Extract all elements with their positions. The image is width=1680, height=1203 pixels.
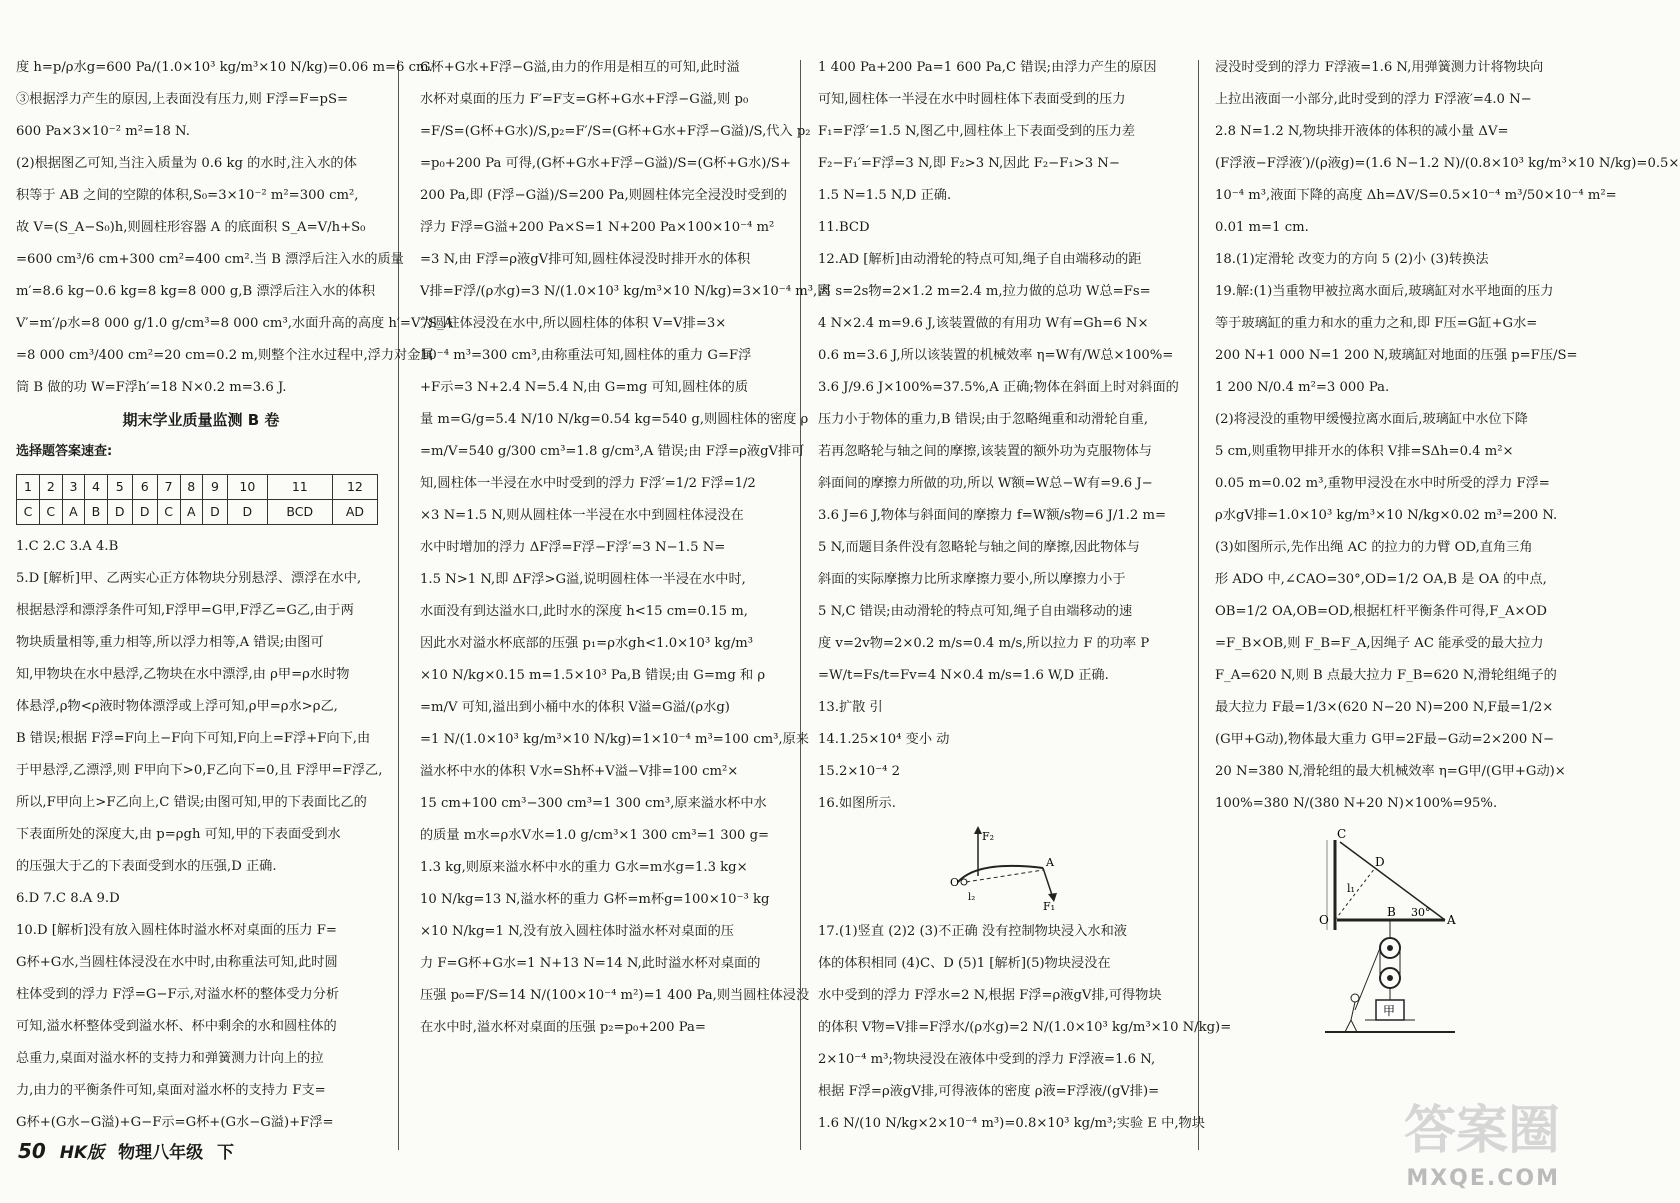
text-line: =m/V 可知,溢出到小桶中水的体积 V溢=G溢/(ρ水g)	[420, 700, 730, 715]
text-line: 体悬浮,ρ物<ρ液时物体漂浮或上浮可知,ρ甲=ρ水>ρ乙,	[16, 699, 338, 714]
figure-label: F₂	[982, 830, 995, 843]
text-line: 于甲悬浮,乙漂浮,则 F甲向下>0,F乙向下=0,且 F浮甲=F浮乙,	[16, 763, 383, 778]
text-line: 的体积 V物=V排=F浮水/(ρ水g)=2 N/(1.0×10³ kg/m³×10 N/kg)=	[818, 1020, 1232, 1035]
text-line: 可知,溢水杯整体受到溢水杯、杯中剩余的水和圆柱体的	[16, 1019, 337, 1034]
text-line: (2)将浸没的重物甲缓慢拉离水面后,玻璃缸中水位下降	[1215, 412, 1528, 427]
answer-key-table	[16, 474, 378, 525]
text-line: 11.BCD	[818, 220, 870, 235]
text-line: 上拉出液面一小部分,此时受到的浮力 F浮液′=4.0 N−	[1215, 92, 1532, 107]
text-line: =F_B×OB,则 F_B=F_A,因绳子 AC 能承受的最大拉力	[1215, 636, 1544, 651]
text-line: 的质量 m水=ρ水V水=1.0 g/cm³×1 300 cm³=1 300 g=	[420, 828, 770, 843]
page-footer	[18, 1138, 242, 1163]
text-line: =F/S=(G杯+G水)/S,p₂=F′/S=(G杯+G水+F浮−G溢)/S,代入 p₂	[420, 124, 811, 139]
text-line: =600 cm³/6 cm+300 cm²=400 cm².当 B 漂浮后注入水的质量	[16, 252, 404, 267]
page-number: 50	[18, 1139, 46, 1163]
answer-key-number: 4	[85, 475, 108, 500]
answer-key-number: 10	[227, 475, 267, 500]
text-line: 斜面的实际摩擦力比所求摩擦力要小,所以摩擦力小于	[818, 572, 1126, 587]
text-line: 根据 F浮=ρ液gV排,可得液体的密度 ρ液=F浮液/(gV排)=	[818, 1084, 1160, 1099]
column-3	[818, 52, 1232, 1140]
text-line: 10.D [解析]没有放入圆柱体时溢水杯对桌面的压力 F=	[16, 923, 337, 938]
text-line: (F浮液−F浮液′)/(ρ液g)=(1.6 N−1.2 N)/(0.8×10³ kg/m³×10 N/kg)=0.5×	[1215, 156, 1680, 171]
text-line: 14.1.25×10⁴ 变小 动	[818, 732, 950, 747]
text-line: 水中时增加的浮力 ΔF浮=F浮−F浮′=3 N−1.5 N=	[420, 540, 726, 555]
text-line: 6.D 7.C 8.A 9.D	[16, 891, 120, 906]
text-line: F₂−F₁′=F浮=3 N,即 F₂>3 N,因此 F₂−F₁>3 N−	[818, 156, 1120, 171]
text-line: 20 N=380 N,滑轮组的最大机械效率 η=G甲/(G甲+G动)×	[1215, 764, 1566, 779]
text-line: 浸没时受到的浮力 F浮液=1.6 N,用弹簧测力计将物块向	[1215, 60, 1544, 75]
answer-key-answer: C	[157, 500, 180, 525]
text-line: +F示=3 N+2.4 N=5.4 N,由 G=mg 可知,圆柱体的质	[420, 380, 749, 395]
lever-figure	[818, 820, 1188, 916]
text-line: =1 N/(1.0×10³ kg/m³×10 N/kg)=1×10⁻⁴ m³=100 cm³,原来	[420, 732, 809, 747]
answer-key-answer-row	[17, 500, 378, 525]
figure-label: F₁	[1043, 900, 1056, 913]
text-line: ③根据浮力产生的原因,上表面没有压力,则 F浮=F=pS=	[16, 92, 349, 107]
answer-key-answer: BCD	[267, 500, 332, 525]
figure-label: l₂	[968, 892, 976, 903]
text-line: 10⁻⁴ m³=300 cm³,由称重法可知,圆柱体的重力 G=F浮	[420, 348, 752, 363]
answer-key-number: 2	[39, 475, 62, 500]
text-line: 在水中时,溢水杯对桌面的压强 p₂=p₀+200 Pa=	[420, 1020, 706, 1035]
text-line: 1.6 N/(10 N/kg×2×10⁻⁴ m³)=0.8×10³ kg/m³;实验 E 中,物块	[818, 1116, 1205, 1131]
figure-label: O	[950, 876, 960, 889]
answer-key-number: 11	[267, 475, 332, 500]
volume-label: 下	[217, 1143, 235, 1163]
text-line: 度 v=2v物=2×0.2 m/s=0.4 m/s,所以拉力 F 的功率 P	[818, 636, 1150, 651]
text-line: 200 Pa,即 (F浮−G溢)/S=200 Pa,则圆柱体完全浸没时受到的	[420, 188, 787, 203]
text-line: 0.01 m=1 cm.	[1215, 220, 1309, 235]
text-line: 5.D [解析]甲、乙两实心正方体物块分别悬浮、漂浮在水中,	[16, 571, 362, 586]
text-line: 因此水对溢水杯底部的压强 p₁=ρ水gh<1.0×10³ kg/m³	[420, 636, 754, 651]
text-line: 知,圆柱体一半浸在水中时受到的浮力 F浮′=1/2 F浮=1/2	[420, 476, 756, 491]
watermark-text: MXQE.COM	[1406, 1166, 1560, 1191]
text-line: 柱体受到的浮力 F浮=G−F示,对溢水杯的整体受力分析	[16, 987, 340, 1002]
text-line: 总重力,桌面对溢水杯的支持力和弹簧测力计向上的拉	[16, 1051, 324, 1066]
text-line: 下表面所处的深度大,由 p=ρgh 可知,甲的下表面受到水	[16, 827, 341, 842]
text-line: =3 N,由 F浮=ρ液gV排可知,圆柱体浸没时排开水的体积	[420, 252, 751, 267]
text-line: G杯+G水,当圆柱体浸没在水中时,由称重法可知,此时圆	[16, 955, 338, 970]
watermark-logo: 答案圈	[1403, 1101, 1560, 1161]
answer-key-answer: C	[39, 500, 62, 525]
text-line: 1.5 N=1.5 N,D 正确.	[818, 188, 952, 203]
column-divider	[398, 60, 399, 1150]
text-line: 1.3 kg,则原来溢水杯中水的重力 G水=m水g=1.3 kg×	[420, 860, 748, 875]
text-line: 体的体积相同 (4)C、D (5)1 [解析](5)物块浸没在	[818, 956, 1111, 971]
text-line: 根据悬浮和漂浮条件可知,F浮甲=G甲,F浮乙=G乙,由于两	[16, 603, 354, 618]
figure-label: D	[1375, 855, 1385, 869]
text-line: 100%=380 N/(380 N+20 N)×100%=95%.	[1215, 796, 1498, 811]
text-line: (3)如图所示,先作出绳 AC 的拉力的力臂 OD,直角三角	[1215, 540, 1533, 555]
text-line: B 错误;根据 F浮=F向上−F向下可知,F向上=F浮+F向下,由	[16, 731, 371, 746]
text-line: m′=8.6 kg−0.6 kg=8 kg=8 000 g,B 漂浮后注入水的体积	[16, 284, 376, 299]
figure-label: 甲	[1383, 1004, 1396, 1018]
text-line: F_A=620 N,则 B 点最大拉力 F_B=620 N,滑轮组绳子的	[1215, 668, 1557, 683]
text-line: 力 F=G杯+G水=1 N+13 N=14 N,此时溢水杯对桌面的	[420, 956, 761, 971]
text-line: 为圆柱体浸没在水中,所以圆柱体的体积 V=V排=3×	[420, 316, 727, 331]
answer-key-answer: D	[132, 500, 157, 525]
text-line: 17.(1)竖直 (2)2 (3)不正确 没有控制物块浸入水和液	[818, 924, 1127, 939]
text-line: 0.6 m=3.6 J,所以该装置的机械效率 η=W有/W总×100%=	[818, 348, 1174, 363]
answer-key-answer: A	[180, 500, 202, 525]
column-1	[16, 52, 454, 1139]
text-line: V排=F浮/(ρ水g)=3 N/(1.0×10³ kg/m³×10 N/kg)=3×10⁻⁴ m³,因	[420, 284, 831, 299]
text-line: 200 N+1 000 N=1 200 N,玻璃缸对地面的压强 p=F压/S=	[1215, 348, 1578, 363]
text-line: 斜面间的摩擦力所做的功,所以 W额=W总−W有=9.6 J−	[818, 476, 1153, 491]
text-line: 1.5 N>1 N,即 ΔF浮>G溢,说明圆柱体一半浸在水中时,	[420, 572, 746, 587]
text-line: 1 400 Pa+200 Pa=1 600 Pa,C 错误;由浮力产生的原因	[818, 60, 1157, 75]
text-line: 12.AD [解析]由动滑轮的特点可知,绳子自由端移动的距	[818, 252, 1142, 267]
text-line: ρ水gV排=1.0×10³ kg/m³×10 N/kg×0.02 m³=200 N.	[1215, 508, 1558, 523]
text-line: =8 000 cm³/400 cm²=20 cm=0.2 m,则整个注水过程中,浮力对金属	[16, 348, 434, 363]
text-line: 2.8 N=1.2 N,物块排开液体的体积的减小量 ΔV=	[1215, 124, 1509, 139]
text-line: 5 N,而题目条件没有忽略轮与轴之间的摩擦,因此物体与	[818, 540, 1140, 555]
text-line: 的压强大于乙的下表面受到水的压强,D 正确.	[16, 859, 277, 874]
subject-label: 物理八年级	[118, 1143, 204, 1163]
text-line: G杯+G水+F浮−G溢,由力的作用是相互的可知,此时溢	[420, 60, 740, 75]
answer-key-number: 7	[157, 475, 180, 500]
text-line: 0.05 m=0.02 m³,重物甲浸没在水中时所受的浮力 F浮=	[1215, 476, 1550, 491]
edition-label: HK版	[59, 1143, 105, 1163]
figure-label: O	[1319, 913, 1329, 927]
text-line: =m/V=540 g/300 cm³=1.8 g/cm³,A 错误;由 F浮=ρ液gV排可	[420, 444, 805, 459]
text-line: 3.6 J/9.6 J×100%=37.5%,A 正确;物体在斜面上时对斜面的	[818, 380, 1179, 395]
answer-key-number: 8	[180, 475, 202, 500]
text-line: ×3 N=1.5 N,则从圆柱体一半浸在水中到圆柱体浸没在	[420, 508, 744, 523]
figure-label: B	[1387, 905, 1396, 919]
text-line: 可知,圆柱体一半浸在水中时圆柱体下表面受到的压力	[818, 92, 1126, 107]
text-line: 压力小于物体的重力,B 错误;由于忽略绳重和动滑轮自重,	[818, 412, 1149, 427]
figure-label: C	[1337, 827, 1347, 841]
text-line: 力,由力的平衡条件可知,桌面对溢水杯的支持力 F支=	[16, 1083, 326, 1098]
text-line: 1 200 N/0.4 m²=3 000 Pa.	[1215, 380, 1390, 395]
text-line: 水面没有到达溢水口,此时水的深度 h<15 cm=0.15 m,	[420, 604, 748, 619]
text-line: 18.(1)定滑轮 改变力的方向 5 (2)小 (3)转换法	[1215, 252, 1489, 267]
text-line: 5 N,C 错误;由动滑轮的特点可知,绳子自由端移动的速	[818, 604, 1133, 619]
text-line: 5 cm,则重物甲排开水的体积 V排=SΔh=0.4 m²×	[1215, 444, 1514, 459]
text-line: 3.6 J=6 J,物体与斜面间的摩擦力 f=W额/s物=6 J/1.2 m=	[818, 508, 1167, 523]
figure-label: 30°	[1411, 906, 1431, 919]
answer-key-number: 9	[202, 475, 227, 500]
text-line: 10⁻⁴ m³,液面下降的高度 Δh=ΔV/S=0.5×10⁻⁴ m³/50×10⁻⁴ m²=	[1215, 188, 1617, 203]
text-line: 15 cm+100 cm³−300 cm³=1 300 cm³,原来溢水杯中水	[420, 796, 767, 811]
text-line: (G甲+G动),物体最大重力 G甲=2F最−G动=2×200 N−	[1215, 732, 1555, 747]
text-line: 形 ADO 中,∠CAO=30°,OD=1/2 OA,B 是 OA 的中点,	[1215, 572, 1547, 587]
figure-label: A	[1046, 856, 1054, 869]
text-line: ×10 N/kg×0.15 m=1.5×10³ Pa,B 错误;由 G=mg 和 ρ	[420, 668, 766, 683]
text-line: 水杯对桌面的压力 F′=F支=G杯+G水+F浮−G溢,则 p₀	[420, 92, 749, 107]
answer-key-number-row	[17, 475, 378, 500]
answer-key-answer: A	[62, 500, 84, 525]
answer-key-title: 选择题答案速查:	[16, 444, 113, 459]
text-line: 积等于 AB 之间的空隙的体积,S₀=3×10⁻² m²=300 cm²,	[16, 188, 359, 203]
text-line: =p₀+200 Pa 可得,(G杯+G水+F浮−G溢)/S=(G杯+G水)/S+	[420, 156, 791, 171]
lever-diagram	[818, 820, 1188, 916]
text-line: 离 s=2s物=2×1.2 m=2.4 m,拉力做的总功 W总=Fs=	[818, 284, 1151, 299]
text-line: 4 N×2.4 m=9.6 J,该装置做的有用功 W有=Gh=6 N×	[818, 316, 1149, 331]
answer-key-answer: D	[202, 500, 227, 525]
answer-key-answer: B	[85, 500, 108, 525]
column-divider	[1198, 60, 1199, 1150]
text-line: OB=1/2 OA,OB=OD,根据杠杆平衡条件可得,F_A×OD	[1215, 604, 1547, 619]
answer-key-answer: D	[227, 500, 267, 525]
text-line: 溢水杯中水的体积 V水=Sh杯+V溢−V排=100 cm²×	[420, 764, 739, 779]
text-line: 度 h=p/ρ水g=600 Pa/(1.0×10³ kg/m³×10 N/kg)=0.06 m=6 cm.	[16, 60, 433, 75]
text-line: 水中受到的浮力 F浮水=2 N,根据 F浮=ρ液gV排,可得物块	[818, 988, 1162, 1003]
answer-key-answer: C	[17, 500, 40, 525]
text-line: 最大拉力 F最=1/3×(620 N−20 N)=200 N,F最=1/2×	[1215, 700, 1554, 715]
text-line: 故 V=(S_A−S₀)h,则圆柱形容器 A 的底面积 S_A=V/h+S₀	[16, 220, 366, 235]
text-line: 10 N/kg=13 N,溢水杯的重力 G杯=m杯g=100×10⁻³ kg	[420, 892, 770, 907]
text-line: 所以,F甲向上>F乙向上,C 错误;由图可知,甲的下表面比乙的	[16, 795, 367, 810]
answer-key-answer: AD	[332, 500, 377, 525]
text-line: 16.如图所示.	[818, 796, 896, 811]
text-line: 19.解:(1)当重物甲被拉离水面后,玻璃缸对水平地面的压力	[1215, 284, 1554, 299]
text-line: 量 m=G/g=5.4 N/10 N/kg=0.54 kg=540 g,则圆柱体的密度 ρ	[420, 412, 809, 427]
pulley-figure	[1215, 820, 1585, 1040]
answer-key-number: 5	[107, 475, 132, 500]
text-line: F₁=F浮′=1.5 N,图乙中,圆柱体上下表面受到的压力差	[818, 124, 1136, 139]
text-line: 浮力 F浮=G溢+200 Pa×S=1 N+200 Pa×100×10⁻⁴ m²	[420, 220, 775, 235]
text-line: 物块质量相等,重力相等,所以浮力相等,A 错误;由图可	[16, 635, 324, 650]
text-line: 600 Pa×3×10⁻² m²=18 N.	[16, 124, 190, 139]
text-line: ×10 N/kg=1 N,没有放入圆柱体时溢水杯对桌面的压	[420, 924, 734, 939]
text-line: G杯+(G水−G溢)+G−F示=G杯+(G水−G溢)+F浮=	[16, 1115, 334, 1130]
text-line: 筒 B 做的功 W=F浮h′=18 N×0.2 m=3.6 J.	[16, 380, 287, 395]
text-line: 13.扩散 引	[818, 700, 883, 715]
text-line: 若再忽略轮与轴之间的摩擦,该装置的额外功为克服物体与	[818, 444, 1152, 459]
text-line: 2×10⁻⁴ m³;物块浸没在液体中受到的浮力 F浮液=1.6 N,	[818, 1052, 1156, 1067]
pulley-diagram	[1215, 820, 1585, 1040]
answer-key-number: 1	[17, 475, 40, 500]
text-line: V′=m′/ρ水=8 000 g/1.0 g/cm³=8 000 cm³,水面升高的高度 h′=V′/S_A	[16, 316, 454, 331]
column-4	[1215, 52, 1680, 1040]
text-line: 15.2×10⁻⁴ 2	[818, 764, 901, 779]
section-title: 期末学业质量监测 B 卷	[122, 411, 280, 429]
figure-label: A	[1447, 913, 1456, 927]
text-line: 压强 p₀=F/S=14 N/(100×10⁻⁴ m²)=1 400 Pa,则当圆柱体浸没	[420, 988, 810, 1003]
answer-key-number: 12	[332, 475, 377, 500]
answer-key-answer: D	[107, 500, 132, 525]
text-line: 知,甲物块在水中悬浮,乙物块在水中漂浮,由 ρ甲=ρ水时物	[16, 667, 350, 682]
answer-key-number: 6	[132, 475, 157, 500]
text-line: =W/t=Fs/t=Fv=4 N×0.4 m/s=1.6 W,D 正确.	[818, 668, 1109, 683]
text-line: 等于玻璃缸的重力和水的重力之和,即 F压=G缸+G水=	[1215, 316, 1538, 331]
column-divider	[800, 60, 801, 1150]
answer-key-number: 3	[62, 475, 84, 500]
column-2	[420, 52, 831, 1044]
text-line: 1.C 2.C 3.A 4.B	[16, 539, 119, 554]
figure-label: l₁	[1347, 882, 1355, 895]
text-line: (2)根据图乙可知,当注入质量为 0.6 kg 的水时,注入水的体	[16, 156, 357, 171]
